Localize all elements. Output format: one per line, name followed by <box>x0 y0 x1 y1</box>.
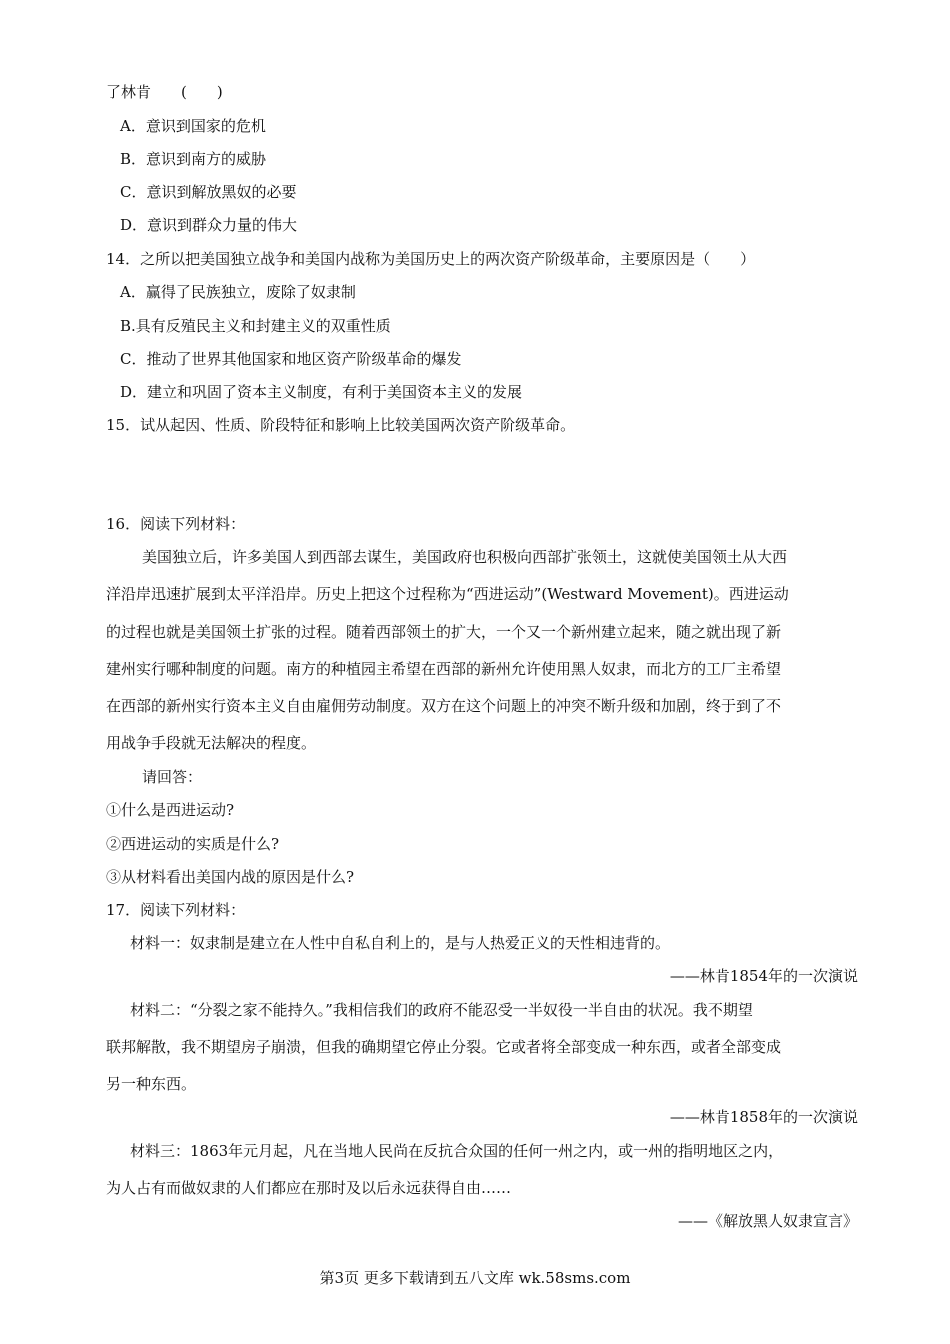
q14-option-a: A．赢得了民族独立，废除了奴隶制 <box>120 283 356 301</box>
q17-material-2-line: 材料二：“分裂之家不能持久。”我相信我们的政府不能忍受一半奴役一半自由的状况。我不期望 <box>130 1001 753 1019</box>
q13-option-a: A．意识到国家的危机 <box>120 117 266 135</box>
q17-stem: 17．阅读下列材料： <box>106 901 246 919</box>
q13-option-b: B．意识到南方的威胁 <box>120 150 267 168</box>
q14-stem: 14．之所以把美国独立战争和美国内战称为美国历史上的两次资产阶级革命，主要原因是（ ） <box>106 250 756 268</box>
q17-source-2: ——林肯1858年的一次演说 <box>669 1108 858 1126</box>
q17-material-1: 材料一：奴隶制是建立在人性中自私自利上的，是与人热爱正义的天性相违背的。 <box>130 934 671 952</box>
q16-question-1: ①什么是西进运动? <box>106 801 235 819</box>
q17-source-3: ——《解放黑人奴隶宣言》 <box>677 1212 858 1230</box>
q16-passage-line: 建州实行哪种制度的问题。南方的种植园主希望在西部的新州允许使用黑人奴隶，而北方的工厂主希望 <box>106 660 782 678</box>
q16-question-3: ③从材料看出美国内战的原因是什么? <box>106 868 355 886</box>
q16-passage-line: 在西部的新州实行资本主义自由雇佣劳动制度。双方在这个问题上的冲突不断升级和加剧，终于到了不 <box>106 697 782 715</box>
q17-material-2-line: 联邦解散，我不期望房子崩溃，但我的确期望它停止分裂。它或者将全部变成一种东西，或者全部变成 <box>106 1038 782 1056</box>
q17-material-2-line: 另一种东西。 <box>106 1075 197 1093</box>
q16-question-2: ②西进运动的实质是什么? <box>106 835 280 853</box>
q13-option-c: C．意识到解放黑奴的必要 <box>120 183 297 201</box>
q14-option-d: D．建立和巩固了资本主义制度，有利于美国资本主义的发展 <box>120 383 523 401</box>
page-footer: 第3页 更多下载请到五八文库 wk.58sms.com <box>319 1269 631 1287</box>
q17-material-3-line: 为人占有而做奴隶的人们都应在那时及以后永远获得自由…… <box>106 1179 512 1197</box>
q16-passage-line: 的过程也就是美国领土扩张的过程。随着西部领土的扩大，一个又一个新州建立起来，随之就出现了新 <box>106 623 782 641</box>
q16-passage-line: 用战争手段就无法解决的程度。 <box>106 734 317 752</box>
q15-stem: 15．试从起因、性质、阶段特征和影响上比较美国两次资产阶级革命。 <box>106 416 576 434</box>
q16-passage-line: 美国独立后，许多美国人到西部去谋生，美国政府也积极向西部扩张领土，这就使美国领土从大西 <box>142 548 788 566</box>
q13-option-d: D．意识到群众力量的伟大 <box>120 216 298 234</box>
q14-option-b: B.具有反殖民主义和封建主义的双重性质 <box>120 317 391 335</box>
q17-material-3-line: 材料三：1863年元月起，凡在当地人民尚在反抗合众国的任何一州之内，或一州的指明地区之内， <box>130 1142 784 1160</box>
q16-stem: 16．阅读下列材料： <box>106 515 246 533</box>
q17-source-1: ——林肯1854年的一次演说 <box>669 967 858 985</box>
q14-option-c: C．推动了世界其他国家和地区资产阶级革命的爆发 <box>120 350 462 368</box>
q13-stem-tail: 了林肯 ( ) <box>106 83 223 101</box>
q16-prompt: 请回答： <box>142 768 203 786</box>
q16-passage-line: 洋沿岸迅速扩展到太平洋沿岸。历史上把这个过程称为“西进运动”(Westward Movement)。西进运动 <box>106 585 789 603</box>
